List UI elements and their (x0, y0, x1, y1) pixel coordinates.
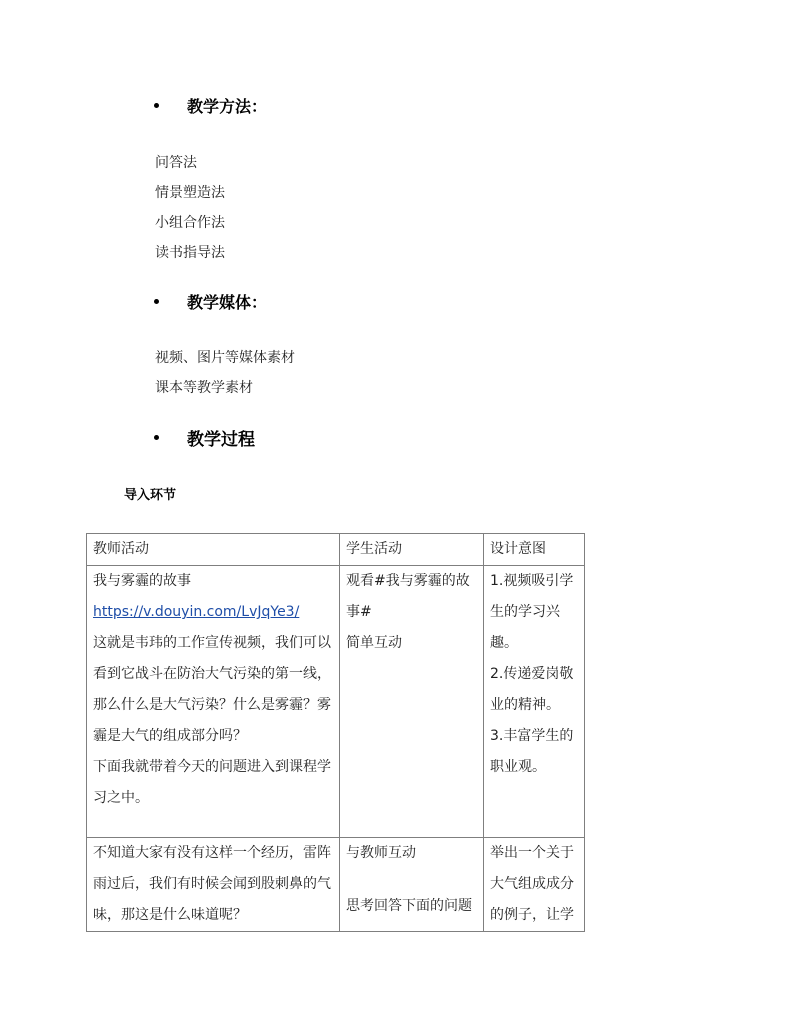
header-teacher: 教师活动 (87, 534, 340, 566)
video-link[interactable]: https://v.douyin.com/LvJqYe3/ (93, 604, 300, 620)
bullet-icon (154, 435, 159, 440)
design-intent-text: 举出一个关于大气组成成分的例子，让学 (490, 845, 574, 923)
bullet-icon (154, 103, 159, 108)
header-student: 学生活动 (340, 534, 484, 566)
video-title: 我与雾霾的故事 (93, 573, 191, 589)
methods-heading-row (154, 94, 267, 117)
method-item: 读书指导法 (155, 245, 225, 261)
table-header-row (87, 534, 585, 566)
teacher-activity-cell (87, 566, 340, 838)
design-intent-text: 3.丰富学生的职业观。 (490, 728, 574, 775)
table-row (87, 838, 585, 932)
method-item: 问答法 (155, 155, 197, 171)
student-activity-text: 与教师互动 (346, 845, 416, 861)
student-activity-text: 思考回答下面的问题 (346, 898, 472, 914)
bullet-icon (154, 299, 159, 304)
media-item: 视频、图片等媒体素材 (155, 350, 295, 366)
design-intent-text: 2.传递爱岗敬业的精神。 (490, 666, 574, 713)
lesson-table (86, 533, 585, 932)
design-intent-cell (484, 838, 585, 932)
student-activity-text: 简单互动 (346, 635, 402, 651)
media-item: 课本等教学素材 (155, 380, 253, 396)
table-row (87, 566, 585, 838)
process-heading: 教学过程 (187, 430, 255, 450)
teacher-paragraph: 不知道大家有没有这样一个经历，雷阵雨过后，我们有时候会闻到股刺鼻的气味，那这是什么味道呢？ (93, 845, 331, 923)
process-heading-row (154, 425, 255, 450)
methods-heading: 教学方法： (187, 97, 268, 116)
media-heading-row (154, 290, 267, 313)
student-activity-text: 观看#我与雾霾的故事# (346, 573, 470, 620)
student-activity-cell (340, 566, 484, 838)
design-intent-text: 1.视频吸引学生的学习兴趣。 (490, 573, 574, 651)
media-heading: 教学媒体： (187, 293, 268, 312)
method-item: 小组合作法 (155, 215, 225, 231)
header-design: 设计意图 (484, 534, 585, 566)
teacher-paragraph: 下面我就带着今天的问题进入到课程学习之中。 (93, 759, 331, 806)
student-activity-cell (340, 838, 484, 932)
intro-label: 导入环节 (124, 488, 177, 503)
teacher-activity-cell (87, 838, 340, 932)
design-intent-cell (484, 566, 585, 838)
method-item: 情景塑造法 (155, 185, 225, 201)
teacher-paragraph: 这就是韦玮的工作宣传视频，我们可以看到它战斗在防治大气污染的第一线，那么什么是大气污染？什么是雾霾？雾霾是大气的组成部分吗？ (93, 635, 331, 744)
